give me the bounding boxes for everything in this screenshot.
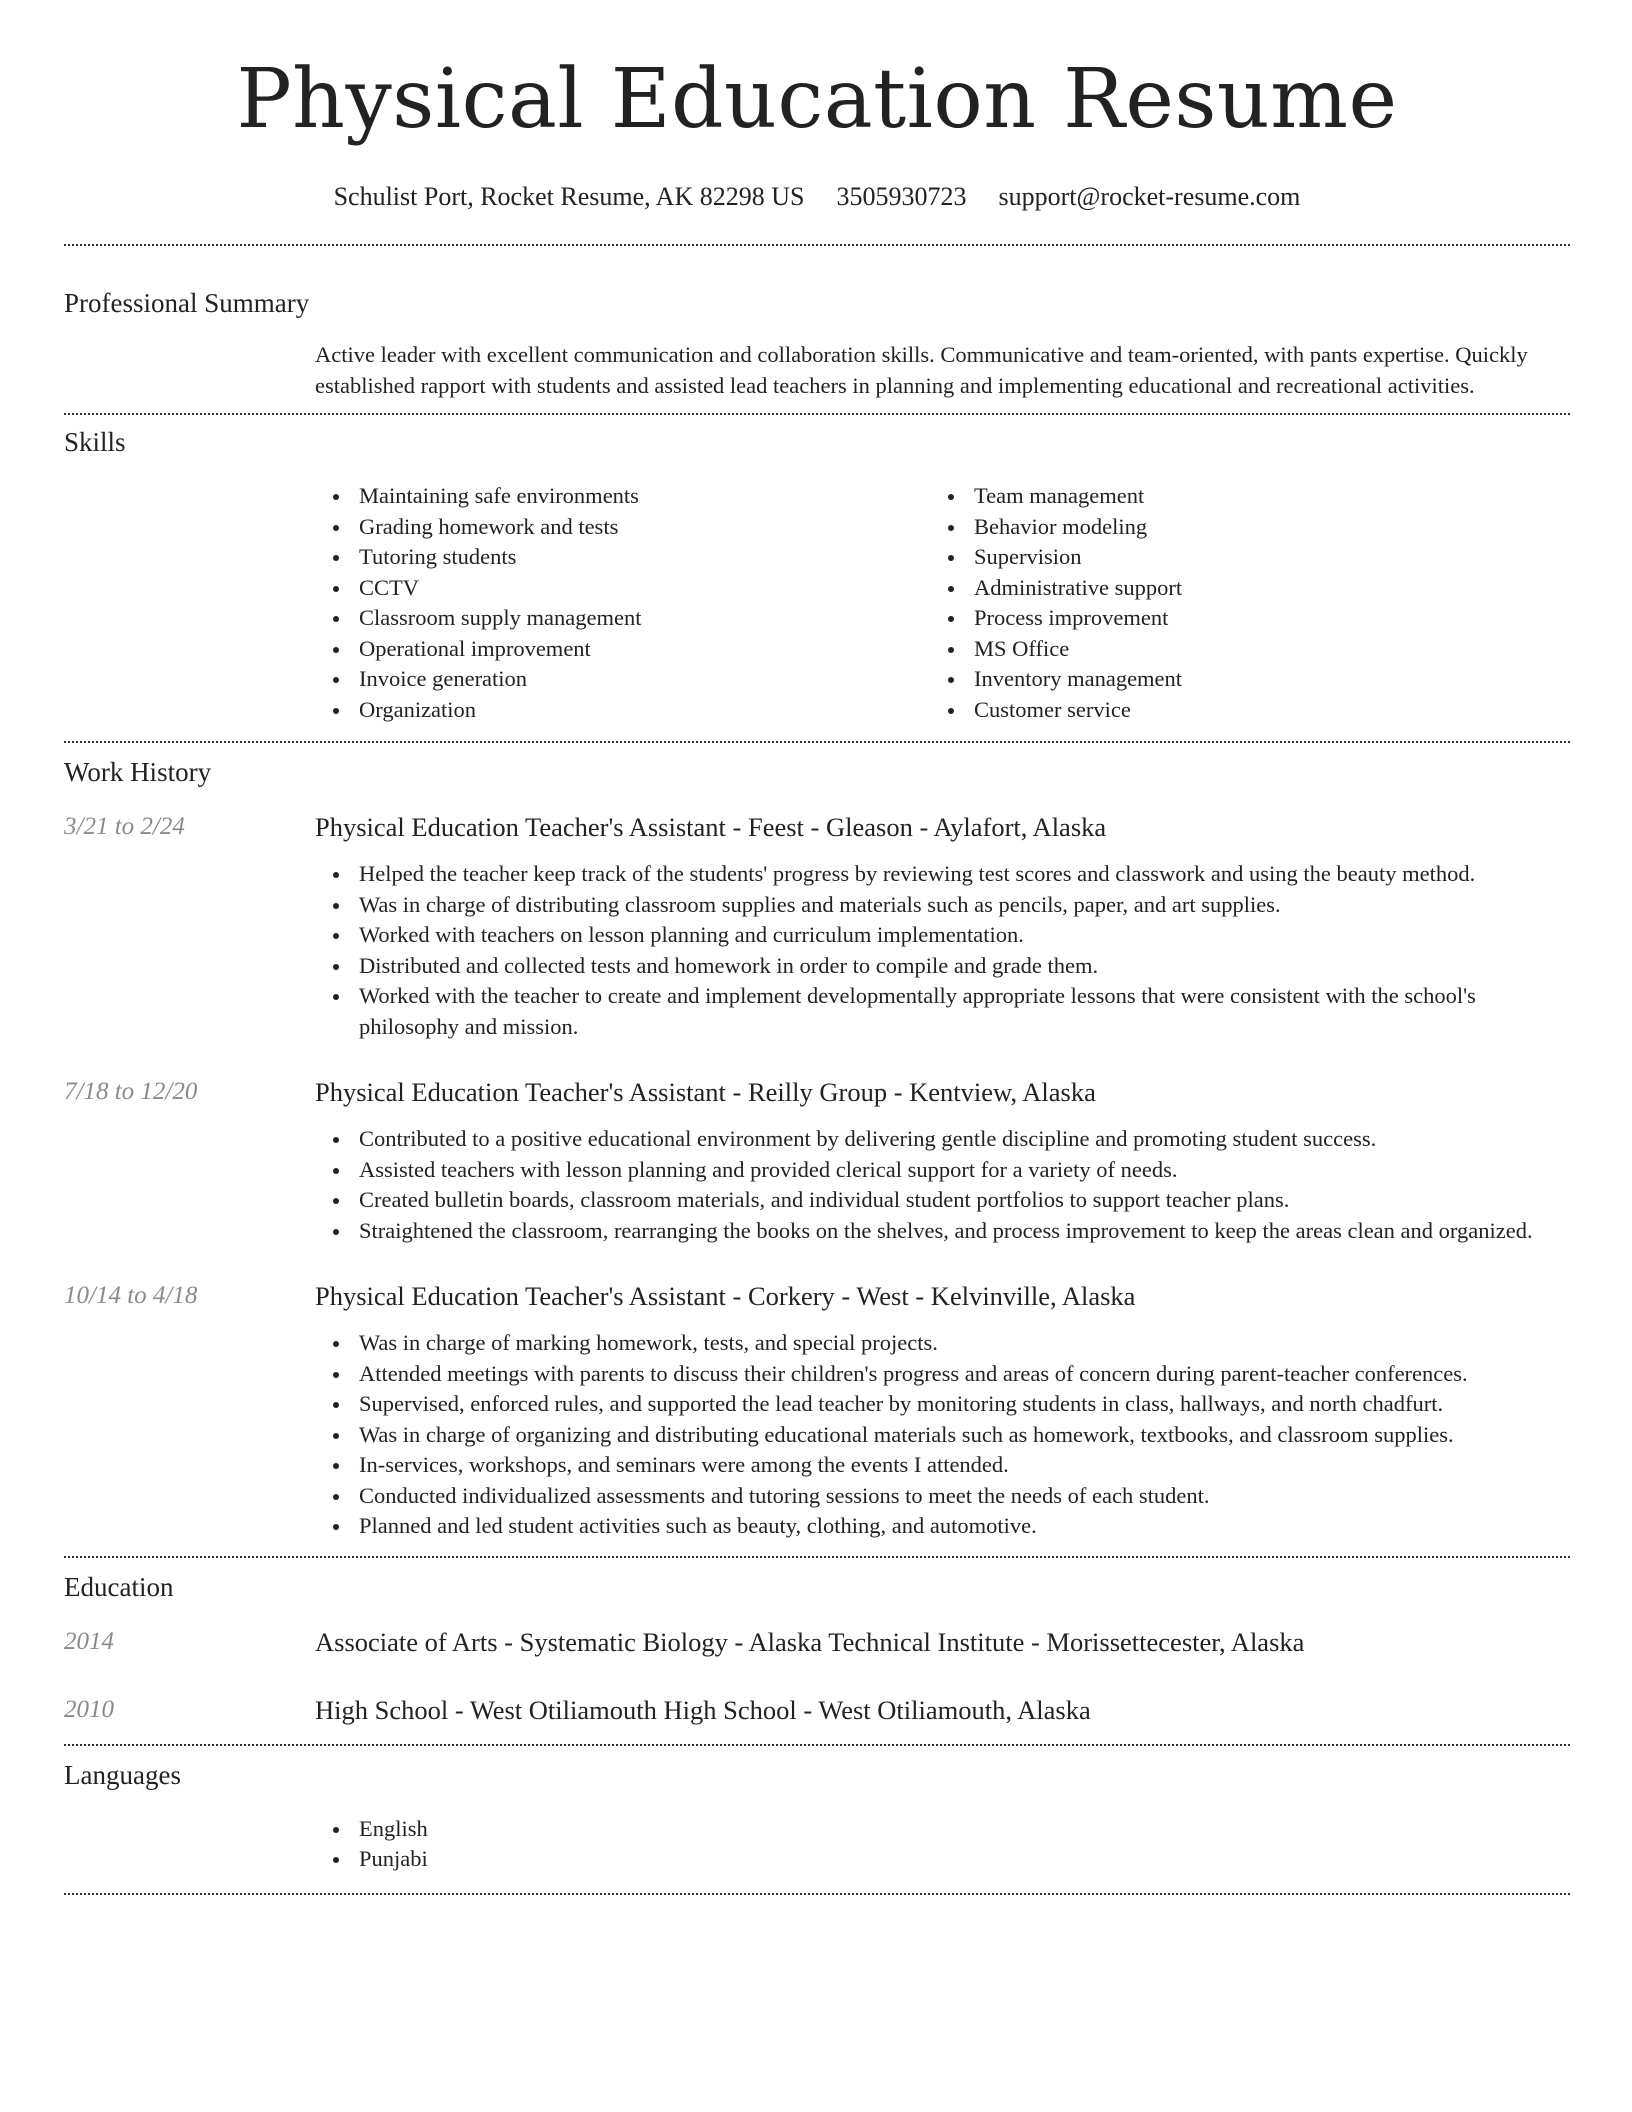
education-entry [64, 1626, 1570, 1658]
education-year: 2010 [64, 1695, 114, 1723]
contact-line [64, 182, 1570, 212]
divider [64, 244, 1570, 246]
summary-section [64, 286, 1570, 401]
languages-list [315, 1814, 1570, 1875]
list-item: Helped the teacher keep track of the students' progress by reviewing test scores and classwork and using the beauty method. [315, 859, 1570, 890]
list-item: Supervised, enforced rules, and supported the lead teacher by monitoring students in class, hallways, and north chadfurt. [315, 1389, 1570, 1420]
education-title: High School - West Otiliamouth High School - West Otiliamouth, Alaska [315, 1694, 1091, 1725]
list-item: Team management [930, 481, 1545, 512]
summary-text: Active leader with excellent communication and collaboration skills. Communicative and team-oriented, with pants expertise. Quickly established rapport with students and assisted lead teachers in planning and implementing educational and recreational activities. [315, 342, 1528, 398]
list-item: Organization [315, 695, 930, 726]
list-item: Behavior modeling [930, 512, 1545, 543]
contact-email: support@rocket-resume.com [998, 182, 1301, 211]
job-title: Physical Education Teacher's Assistant - Corkery - West - Kelvinville, Alaska [315, 1281, 1136, 1311]
work-section [64, 755, 1570, 1542]
list-item: Worked with the teacher to create and implement developmentally appropriate lessons that were consistent with the school's philosophy and mission. [315, 981, 1570, 1042]
list-item: Straightened the classroom, rearranging the books on the shelves, and process improvement to keep the areas clean and organized. [315, 1216, 1570, 1247]
job-title: Physical Education Teacher's Assistant - Feest - Gleason - Aylafort, Alaska [315, 812, 1107, 842]
list-item: Customer service [930, 695, 1545, 726]
section-title-education: Education [64, 1571, 174, 1602]
list-item: Supervision [930, 542, 1545, 573]
job-entry [64, 1280, 1570, 1542]
list-item: Planned and led student activities such as beauty, clothing, and automotive. [315, 1511, 1570, 1542]
divider [64, 1893, 1570, 1895]
job-dates: 10/14 to 4/18 [64, 1282, 198, 1309]
list-item: In-services, workshops, and seminars were among the events I attended. [315, 1450, 1570, 1481]
contact-address: Schulist Port, Rocket Resume, AK 82298 US [333, 182, 805, 211]
resume-page [64, 0, 1570, 1895]
list-item: Attended meetings with parents to discuss their children's progress and areas of concern during parent-teacher conferences. [315, 1359, 1570, 1390]
job-dates: 7/18 to 12/20 [64, 1078, 198, 1105]
list-item: Was in charge of organizing and distributing educational materials such as homework, textbooks, and classroom supplies. [315, 1420, 1570, 1451]
list-item: Distributed and collected tests and homework in order to compile and grade them. [315, 951, 1570, 982]
list-item: Process improvement [930, 603, 1545, 634]
divider [64, 1556, 1570, 1558]
list-item: Contributed to a positive educational environment by delivering gentle discipline and promoting student success. [315, 1124, 1570, 1155]
list-item: Assisted teachers with lesson planning and provided clerical support for a variety of needs. [315, 1155, 1570, 1186]
education-section [64, 1570, 1570, 1726]
list-item: Administrative support [930, 573, 1545, 604]
section-title-work: Work History [64, 757, 212, 787]
list-item: CCTV [315, 573, 930, 604]
contact-phone: 3505930723 [836, 182, 967, 211]
job-entry [64, 811, 1570, 1042]
resume-header [64, 0, 1570, 212]
divider [64, 413, 1570, 415]
section-title-skills: Skills [64, 427, 126, 457]
section-title-languages: Languages [64, 1759, 181, 1790]
skills-list-left [315, 481, 930, 725]
list-item: Punjabi [315, 1844, 1570, 1875]
divider [64, 1744, 1570, 1746]
list-item: Maintaining safe environments [315, 481, 930, 512]
job-entry [64, 1076, 1570, 1246]
list-item: Created bulletin boards, classroom materials, and individual student portfolios to support teacher plans. [315, 1185, 1570, 1216]
skills-list-right [930, 481, 1545, 725]
list-item: Operational improvement [315, 634, 930, 665]
education-title: Associate of Arts - Systematic Biology - Alaska Technical Institute - Morissettecester, Alaska [315, 1626, 1305, 1657]
job-bullets [315, 859, 1570, 1042]
section-title-summary: Professional Summary [64, 288, 310, 318]
job-bullets [315, 1124, 1570, 1246]
job-dates: 3/21 to 2/24 [64, 813, 185, 840]
education-entry [64, 1694, 1570, 1726]
list-item: Worked with teachers on lesson planning and curriculum implementation. [315, 920, 1570, 951]
job-bullets [315, 1328, 1570, 1542]
education-year: 2014 [64, 1627, 114, 1655]
list-item: Tutoring students [315, 542, 930, 573]
skills-content [315, 481, 1570, 725]
divider [64, 741, 1570, 743]
resume-name: Physical Education Resume [236, 52, 1398, 147]
list-item: Was in charge of marking homework, tests, and special projects. [315, 1328, 1570, 1359]
list-item: Invoice generation [315, 664, 930, 695]
list-item: Inventory management [930, 664, 1545, 695]
list-item: MS Office [930, 634, 1545, 665]
languages-section [64, 1758, 1570, 1875]
list-item: Classroom supply management [315, 603, 930, 634]
list-item: Grading homework and tests [315, 512, 930, 543]
job-title: Physical Education Teacher's Assistant - Reilly Group - Kentview, Alaska [315, 1077, 1096, 1107]
languages-content [315, 1814, 1570, 1875]
list-item: Conducted individualized assessments and tutoring sessions to meet the needs of each student. [315, 1481, 1570, 1512]
list-item: English [315, 1814, 1570, 1845]
list-item: Was in charge of distributing classroom supplies and materials such as pencils, paper, and art supplies. [315, 890, 1570, 921]
skills-grid [315, 481, 1570, 725]
skills-section [64, 425, 1570, 725]
